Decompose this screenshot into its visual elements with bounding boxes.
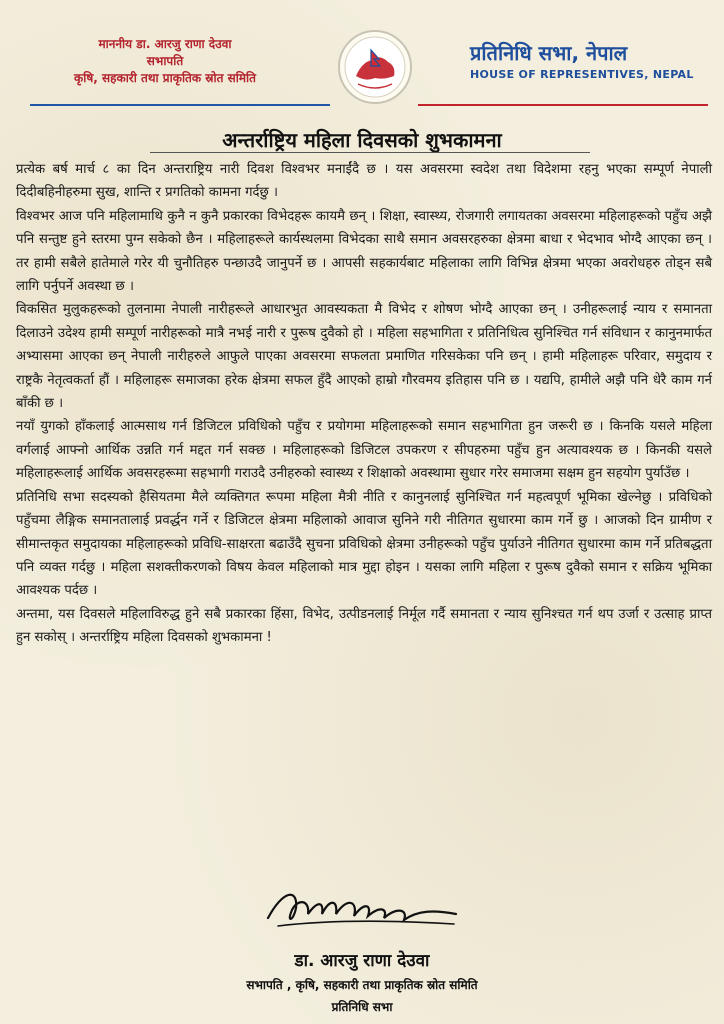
nepal-parliament-emblem-icon bbox=[338, 30, 412, 104]
sender-committee: कृषि, सहकारी तथा प्राकृतिक स्रोत समिति bbox=[74, 71, 256, 85]
parliament-block bbox=[470, 40, 710, 81]
sender-block bbox=[40, 36, 290, 87]
signatory-title: सभापति , कृषि, सहकारी तथा प्राकृतिक स्रोत समिति bbox=[246, 978, 478, 992]
letter-body bbox=[16, 158, 712, 650]
signatory-name: डा. आरजु राणा देउवा bbox=[294, 951, 430, 971]
paragraph: विकसित मुलुकहरूको तुलनामा नेपाली नारीहरूले आधारभुत आवस्यकता मै विभेद र शोषण भोग्दै आएका छन् । उनीहरूलाई न्याय र समानता दिलाउने उदेश्य हामी सम्पूर्ण नारीहरूको मात्रै नभई नारी र पुरूष दुवैको हो । महिला सहभागिता र प्रतिनिधित्व सुनिश्चित गर्न संविधान र कानुनमार्फत अभ्यासमा आएका छन् नेपाली नारीहरुले आफुले पाएका अवसरमा सफलता प्रमाणित गरिसकेका पनि छन् । हामी महिलाहरू परिवार, समुदाय र राष्ट्रकै नेतृत्वकर्ता हौं । महिलाहरू समाजका हरेक क्षेत्रमा सफल हुँदै आएको हाम्रो गौरवमय इतिहास पनि छ । यद्यपि, हामीले अझै पनि धेरै काम गर्न बाँकी छ । bbox=[16, 302, 712, 412]
title-underline bbox=[150, 152, 590, 153]
paragraph: नयाँ युगको हाँकलाई आत्मसाथ गर्न डिजिटल प्रविधिको पहुँच र प्रयोगमा महिलाहरूको समान सहभागिता हुन जरूरी छ । किनकि यसले महिला वर्गलाई आफ्नो आर्थिक उन्नति गर्न मद्दत गर्न सक्छ । महिलाहरूको डिजिटल उपकरण र सीपहरुमा पहुँच हुन अत्यावश्यक छ । किनकी यसले महिलाहरूलाई आर्थिक अवसरहरूमा सहभागी गराउदै उनीहरुको स्वास्थ्य र शिक्षाको अवस्थामा सुधार गरेर समाजमा सक्षम हुन सहयोग पुर्याउँछ । bbox=[16, 419, 712, 482]
sender-name: माननीय डा. आरजु राणा देउवा bbox=[98, 37, 232, 51]
handwritten-signature-icon bbox=[258, 880, 468, 940]
paragraph: अन्तमा, यस दिवसले महिलाविरुद्ध हुने सबै प्रकारका हिंसा, विभेद, उत्पीडनलाई निर्मूल गर्दै समानता र न्याय सुनिश्चत गर्न थप उर्जा र उत्साह प्राप्त हुन सकोस् । अन्तर्राष्ट्रिय महिला दिवसको शुभकामना ! bbox=[16, 606, 712, 646]
header-divider-right bbox=[418, 104, 708, 106]
signatory-organization: प्रतिनिधि सभा bbox=[331, 1000, 393, 1014]
sender-position: सभापति bbox=[146, 54, 184, 68]
paragraph: प्रतिनिधि सभा सदस्यको हैसियतमा मैले व्यक्तिगत रूपमा महिला मैत्री नीति र कानुनलाई सुनिश्चित गर्न महत्वपूर्ण भूमिका खेल्नेछु । प्रविधिको पहुँचमा लैङ्गिक समानतालाई प्रवर्द्धन गर्ने र डिजिटल क्षेत्रमा महिलाको आवाज सुनिने गरी नीतिगत सुधारमा काम गर्ने छु । आजको दिन ग्रामीण र सीमान्तकृत समुदायका महिलाहरूको प्रविधि-साक्षरता बढाउँदै सुचना प्रविधिको क्षेत्रमा उनीहरूको पहुँच पुर्याउने नीतिगत सुधारमा काम गर्ने प्रतिबद्धता पनि व्यक्त गर्दछु । महिला सशक्तीकरणको विषय केवल महिलाको मात्र मुद्दा होइन । यसका लागि महिला र पुरूष दुवैको समान र सक्रिय भूमिका आवश्यक पर्दछ । bbox=[16, 489, 712, 599]
parliament-name-nepali: प्रतिनिधि सभा, नेपाल bbox=[470, 41, 628, 65]
paragraph: विश्वभर आज पनि महिलामाथि कुनै न कुनै प्रकारका विभेदहरू कायमै छन् । शिक्षा, स्वास्थ्य, रोजगारी लगायतका अवसरमा महिलाहरूको पहुँच अझै पनि सन्तुष्ट हुने स्तरमा पुग्न सकेको छैन । महिलाहरूले कार्यस्थलमा विभेदका साथै समान अवसरहरुका क्षेत्रमा बाधा र भेदभाव भोग्दै आएका छन् । तर हामी सबैले हातेमाले गरेर यी चुनौतिहरु पन्छाउदै जानुपर्ने छ । आपसी सहकार्यबाट महिलाका लागि विभिन्न क्षेत्रमा भएका अवरोधहरु तोड्न सबै लागि पर्नुपर्ने अवस्था छ । bbox=[16, 208, 712, 295]
header-divider-left bbox=[30, 104, 330, 106]
paragraph: प्रत्येक बर्ष मार्च ८ का दिन अन्तराष्ट्रिय नारी दिवश विश्वभर मनाईंदै छ । यस अवसरमा स्वदेश तथा विदेशमा रहनु भएका सम्पूर्ण नेपाली दिदीबहिनीहरुमा सुख, शान्ति र प्रगतिको कामना गर्दछु । bbox=[16, 162, 712, 201]
letter-title: अन्तर्राष्ट्रिय महिला दिवसको शुभकामना bbox=[222, 128, 502, 152]
parliament-name-english: HOUSE OF REPRESENTIVES, NEPAL bbox=[470, 68, 694, 81]
